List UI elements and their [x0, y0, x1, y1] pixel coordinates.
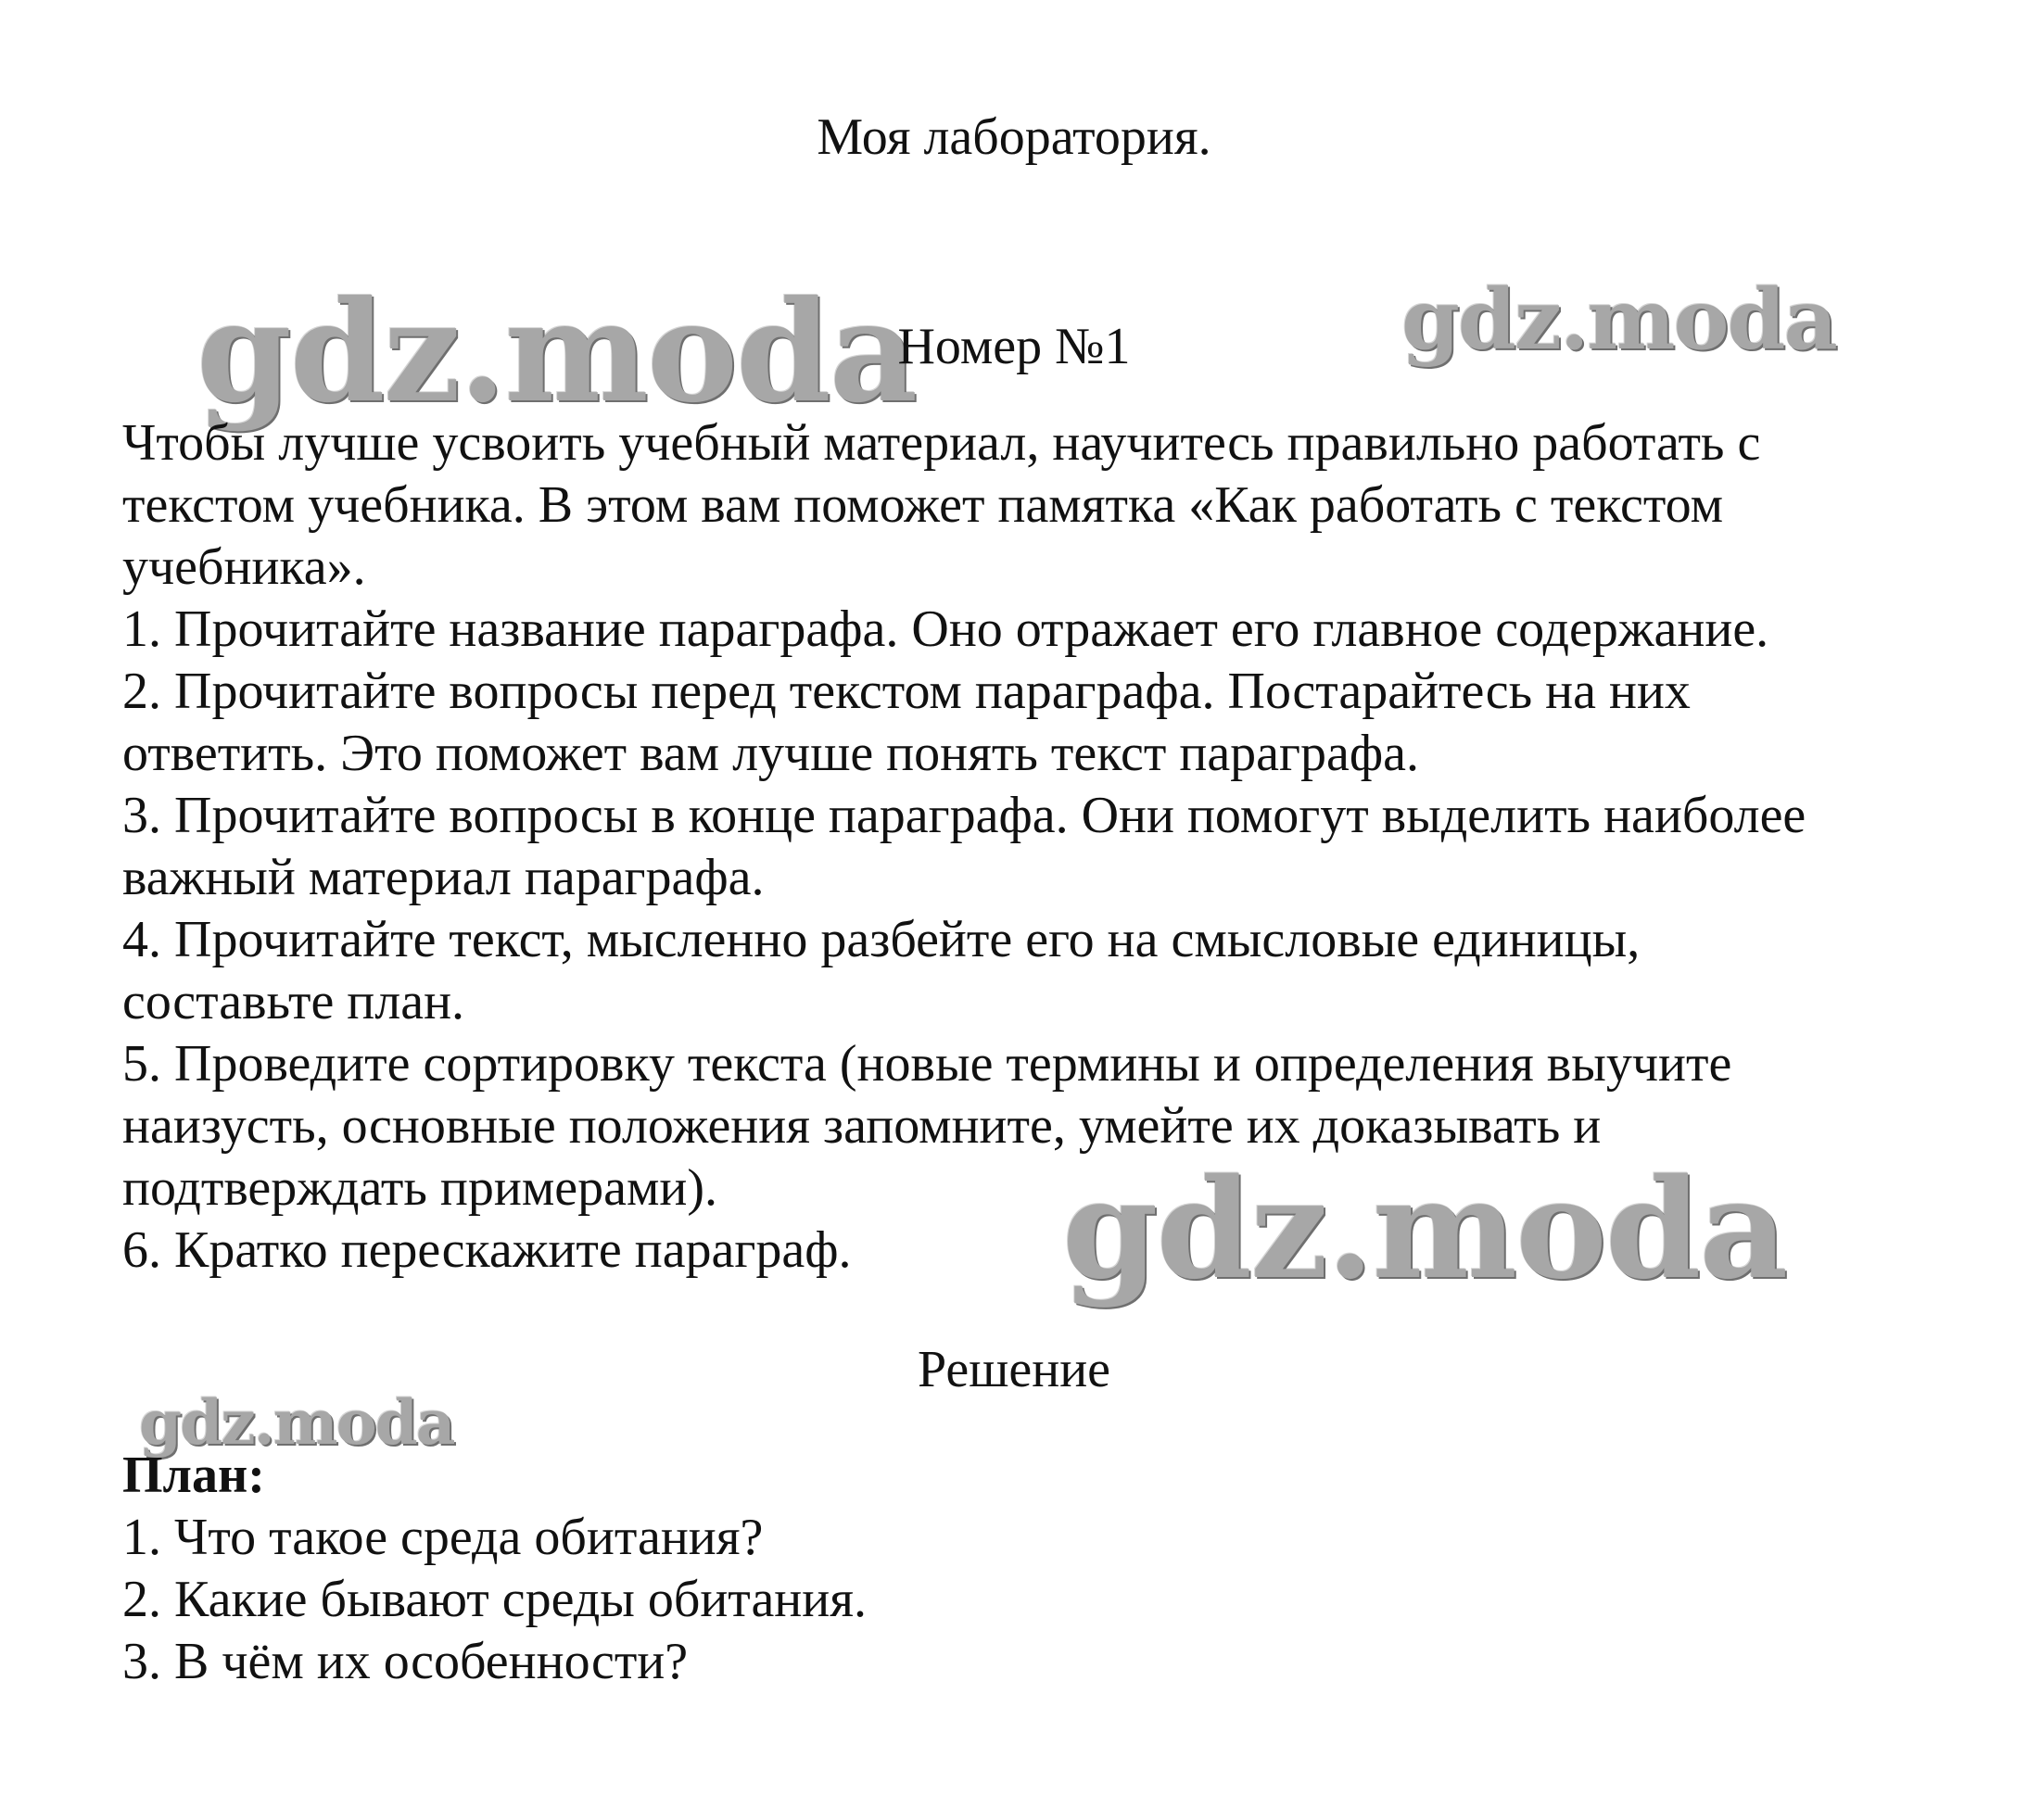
task-number: Номер №1	[897, 318, 1131, 375]
watermark: gdz.moda	[196, 271, 917, 434]
plan-item: 1. Что такое среда обитания?	[122, 1509, 764, 1566]
task-line: текстом учебника. В этом вам поможет памятка «Как работать с текстом	[122, 476, 1724, 534]
plan-heading: План:	[122, 1447, 265, 1504]
watermark: gdz.moda	[139, 1386, 454, 1459]
task-line: подтверждать примерами).	[122, 1159, 718, 1217]
task-line: 5. Проведите сортировку текста (новые термины и определения выучите	[122, 1035, 1732, 1093]
page-title: Моя лаборатория.	[817, 108, 1211, 166]
watermark: gdz.moda	[1062, 1148, 1787, 1309]
solution-heading: Решение	[917, 1341, 1111, 1398]
task-line: 3. Прочитайте вопросы в конце параграфа. Они помогут выделить наиболее	[122, 787, 1806, 844]
task-line: учебника».	[122, 538, 366, 596]
task-text	[122, 412, 1958, 1282]
plan-list	[122, 1507, 1958, 1693]
task-line: 1. Прочитайте название параграфа. Оно отражает его главное содержание.	[122, 600, 1769, 658]
task-line: важный материал параграфа.	[122, 849, 765, 906]
plan-item: 2. Какие бывают среды обитания.	[122, 1571, 868, 1628]
watermark: gdz.moda	[1401, 271, 1836, 369]
task-line: 6. Кратко перескажите параграф.	[122, 1221, 852, 1279]
task-line: наизусть, основные положения запомните, умейте их доказывать и	[122, 1097, 1602, 1155]
task-line: 2. Прочитайте вопросы перед текстом параграфа. Постарайтесь на них	[122, 663, 1691, 720]
plan-item: 3. В чём их особенности?	[122, 1633, 689, 1690]
task-line: составьте план.	[122, 973, 465, 1030]
task-line: Чтобы лучше усвоить учебный материал, научитесь правильно работать с	[122, 414, 1761, 472]
task-line: ответить. Это поможет вам лучше понять текст параграфа.	[122, 725, 1419, 782]
task-line: 4. Прочитайте текст, мысленно разбейте его на смысловые единицы,	[122, 911, 1641, 968]
